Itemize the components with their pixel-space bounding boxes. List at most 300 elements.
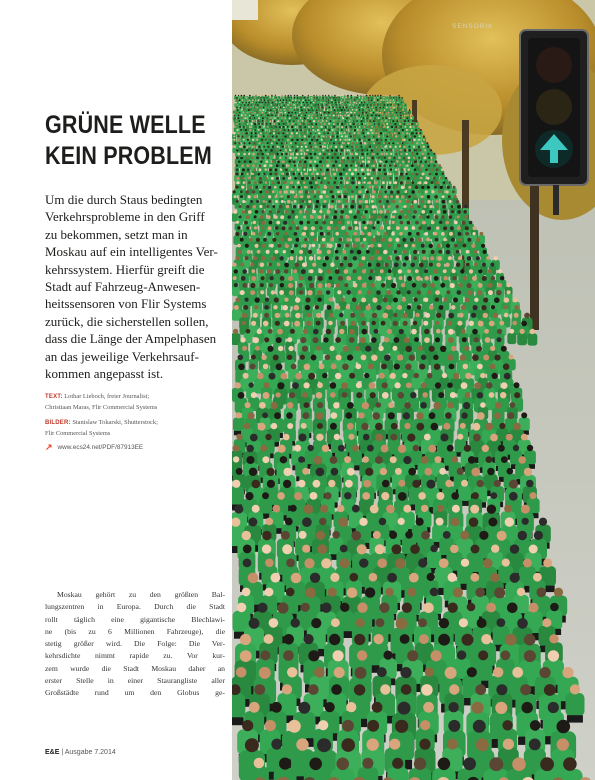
- runner-head: [263, 146, 265, 148]
- runner-head: [372, 95, 373, 96]
- runner-head: [394, 181, 397, 184]
- runner-head: [414, 195, 417, 198]
- runner-head: [251, 392, 257, 398]
- runner-head: [279, 186, 282, 189]
- runner-head: [256, 149, 258, 151]
- runner-head: [435, 298, 439, 302]
- runner-head: [371, 337, 377, 343]
- runner-head: [328, 123, 330, 125]
- runner-head: [300, 149, 303, 152]
- runner-head: [369, 95, 370, 96]
- runner-head: [252, 232, 255, 235]
- runner-head: [488, 269, 492, 273]
- runner-head: [267, 480, 275, 488]
- runner-shirt: [317, 108, 320, 111]
- runner-head: [307, 97, 308, 98]
- runner-head: [305, 115, 307, 117]
- runner-head: [274, 297, 279, 302]
- online-link[interactable]: [45, 442, 143, 453]
- runner-head: [286, 102, 287, 103]
- runner-head: [420, 129, 422, 131]
- runner-head: [266, 153, 268, 155]
- runner-head: [469, 321, 474, 326]
- runner-head: [461, 412, 467, 418]
- runner-head: [469, 221, 473, 225]
- runner-head: [383, 298, 388, 303]
- runner-head: [267, 97, 268, 98]
- runner-head: [291, 132, 293, 134]
- runner-head: [347, 423, 354, 430]
- runner-head: [356, 142, 358, 144]
- runner-head: [311, 97, 313, 99]
- runner-shirt: [259, 498, 272, 514]
- runner-head: [358, 276, 362, 280]
- runner-head: [271, 142, 273, 144]
- runner-head: [368, 142, 370, 144]
- runner-head: [412, 190, 415, 193]
- runner-head: [248, 177, 250, 179]
- runner-head: [287, 115, 289, 117]
- runner-head: [442, 173, 444, 175]
- lead-line: zurück, die sicherstellen sollen,: [45, 313, 209, 329]
- runner-head: [363, 104, 364, 105]
- runner-head: [327, 135, 329, 137]
- runner-head: [379, 373, 385, 379]
- runner-head: [371, 99, 373, 101]
- runner-head: [337, 505, 345, 513]
- runner-head: [267, 146, 269, 148]
- runner-head: [250, 290, 255, 295]
- runner-head: [509, 329, 514, 334]
- runner-head: [310, 146, 313, 149]
- runner-head: [498, 283, 503, 288]
- runner-head: [473, 423, 481, 431]
- runner-head: [364, 135, 366, 137]
- runner-head: [304, 402, 310, 408]
- runner-head: [241, 276, 246, 281]
- runner-head: [364, 373, 369, 378]
- runner-head: [425, 161, 427, 163]
- runner-head: [419, 135, 421, 137]
- runner-head: [450, 283, 455, 288]
- runner-head: [408, 169, 410, 171]
- runner-head: [324, 186, 327, 189]
- runner-head: [233, 139, 235, 141]
- runner-head: [240, 157, 243, 160]
- runner-head: [236, 186, 239, 189]
- runner-head: [329, 115, 331, 117]
- runner-head: [359, 104, 361, 106]
- runner-head: [376, 402, 382, 408]
- runner-head: [382, 392, 389, 399]
- runner-head: [412, 115, 414, 117]
- runner-head: [418, 238, 422, 242]
- runner-head: [404, 115, 406, 117]
- runner-head: [411, 132, 413, 134]
- runner-head: [275, 95, 276, 96]
- runner-head: [332, 129, 334, 131]
- runner-head: [394, 364, 400, 370]
- runner-head: [337, 168, 340, 171]
- runner-head: [320, 505, 328, 513]
- runner-head: [457, 468, 464, 475]
- runner-head: [378, 135, 380, 137]
- runner-head: [284, 321, 290, 327]
- runner-head: [295, 157, 297, 159]
- runner-head: [279, 115, 281, 117]
- runner-head: [353, 215, 356, 218]
- runner-head: [328, 153, 330, 155]
- runner-head: [281, 238, 285, 242]
- runner-head: [321, 115, 323, 117]
- runner-head: [382, 123, 384, 125]
- runner-head: [260, 99, 261, 100]
- runner-head: [387, 99, 388, 100]
- runner-head: [348, 168, 351, 171]
- article-headline: [45, 110, 212, 172]
- runner-head: [411, 173, 413, 175]
- runner-head: [311, 226, 315, 230]
- runner-head: [320, 102, 321, 103]
- runner-head: [395, 382, 401, 388]
- runner-head: [287, 355, 292, 360]
- runner-head: [265, 434, 271, 440]
- lead-line: Um die durch Staus bedingten: [45, 192, 203, 207]
- runner-head: [392, 120, 394, 122]
- runner-head: [362, 97, 364, 99]
- runner-head: [349, 139, 351, 141]
- runner-head: [308, 276, 313, 281]
- runner-head: [391, 283, 396, 288]
- runner-head: [299, 221, 303, 225]
- runner-head: [351, 142, 353, 144]
- runner-head: [386, 117, 388, 119]
- runner-head: [424, 468, 432, 476]
- runner-head: [457, 226, 461, 230]
- runner-head: [429, 244, 433, 248]
- runner-head: [241, 164, 244, 167]
- runner-head: [323, 135, 325, 137]
- runner-head: [416, 423, 424, 431]
- link-url[interactable]: www.ecs24.net/PDF/87913EE: [57, 444, 144, 451]
- runner-head: [446, 244, 450, 248]
- runner-head: [398, 129, 400, 131]
- runner-head: [476, 346, 482, 352]
- runner-shirt: [427, 551, 441, 569]
- runner-head: [332, 104, 334, 106]
- runner-head: [250, 126, 252, 128]
- runner-head: [328, 95, 329, 96]
- runner-head: [494, 256, 498, 260]
- runner-head: [240, 195, 243, 198]
- runner-head: [476, 238, 480, 242]
- runner-head: [375, 126, 377, 128]
- runner-head: [357, 102, 359, 104]
- runner-head: [260, 445, 267, 452]
- runner-head: [469, 517, 479, 527]
- runner-head: [266, 468, 274, 476]
- runner-head: [365, 205, 368, 208]
- runner-head: [346, 412, 353, 419]
- runner-head: [256, 238, 260, 242]
- runner-head: [245, 402, 251, 408]
- runner-head: [378, 256, 382, 260]
- runner-head: [272, 97, 273, 98]
- runner-head: [298, 190, 301, 193]
- runner-head: [414, 373, 419, 378]
- runner-head: [273, 109, 274, 110]
- runner-head: [390, 109, 392, 111]
- runner-head: [361, 232, 364, 235]
- runner-head: [416, 412, 423, 419]
- article-text-column: [0, 0, 232, 780]
- runner-head: [237, 109, 239, 111]
- runner-head: [367, 290, 371, 294]
- runner-head: [296, 95, 298, 97]
- runner-head: [335, 177, 338, 180]
- runner-head: [280, 112, 282, 114]
- runner-head: [442, 200, 446, 204]
- runner-head: [299, 102, 300, 103]
- runner-head: [486, 256, 490, 260]
- runner-head: [288, 346, 293, 351]
- runner-head: [397, 305, 402, 310]
- runner-head: [283, 104, 285, 106]
- runner-head: [413, 139, 415, 141]
- runner-head: [300, 97, 301, 98]
- runner-head: [327, 109, 329, 111]
- runner-head: [387, 186, 390, 189]
- runner-head: [452, 456, 459, 463]
- runner-head: [378, 346, 383, 351]
- runner-head: [377, 232, 381, 236]
- runner-head: [299, 531, 307, 539]
- runner-head: [285, 97, 286, 98]
- runner-head: [356, 186, 359, 189]
- runner-head: [381, 283, 386, 288]
- runner-head: [394, 109, 396, 111]
- runner-head: [254, 305, 258, 309]
- runner-head: [460, 531, 469, 540]
- runner-head: [406, 346, 412, 352]
- runner-head: [360, 95, 361, 96]
- runner-head: [355, 305, 361, 311]
- runner-head: [422, 250, 426, 254]
- runner-head: [403, 139, 405, 141]
- runner-head: [267, 232, 271, 236]
- runner-head: [399, 99, 401, 101]
- runner-head: [363, 434, 370, 441]
- runner-head: [368, 263, 372, 267]
- runner-head: [283, 468, 291, 476]
- runner-head: [431, 221, 435, 225]
- runner-head: [342, 250, 346, 254]
- runner-head: [317, 129, 319, 131]
- runner-head: [368, 276, 372, 280]
- runner-head: [394, 132, 396, 134]
- runner-head: [321, 157, 324, 160]
- runner-head: [335, 146, 337, 148]
- runner-head: [353, 120, 355, 122]
- runner-head: [458, 232, 462, 236]
- runner-head: [427, 480, 436, 489]
- runner-head: [263, 126, 265, 128]
- runner-head: [354, 99, 355, 100]
- runner-head: [398, 104, 400, 106]
- runner-head: [236, 173, 239, 176]
- runner-head: [305, 210, 309, 214]
- runner-head: [472, 492, 479, 499]
- runner-head: [344, 102, 345, 103]
- runner-head: [430, 149, 432, 151]
- runner-head: [242, 200, 245, 203]
- runner-head: [345, 200, 348, 203]
- runner-head: [521, 412, 527, 418]
- runner-head: [249, 382, 254, 387]
- runner-head: [327, 210, 331, 214]
- runner-head: [286, 173, 289, 176]
- runner-head: [293, 104, 294, 105]
- runner-head: [374, 99, 376, 101]
- runner-head: [479, 531, 488, 540]
- runner-head: [339, 329, 344, 334]
- runner-head: [327, 117, 329, 119]
- runner-head: [412, 226, 416, 230]
- runner-head: [372, 107, 374, 109]
- runner-head: [405, 364, 411, 370]
- runner-head: [380, 139, 382, 141]
- runner-head: [277, 117, 279, 119]
- runner-head: [371, 355, 377, 361]
- runner-head: [356, 120, 358, 122]
- runner-head: [344, 95, 345, 96]
- lead-line: dass die Länge der Ampelphasen: [45, 331, 217, 347]
- runner-head: [357, 149, 359, 151]
- runner-head: [319, 123, 321, 125]
- runner-head: [363, 117, 365, 119]
- runner-head: [304, 382, 310, 388]
- runner-head: [375, 186, 378, 189]
- runner-head: [316, 112, 318, 114]
- body-line: rollt täglich eine gigantische Blechlawi-: [45, 614, 225, 624]
- runner-head: [427, 153, 429, 155]
- runner-head: [400, 120, 402, 122]
- runner-head: [483, 313, 488, 318]
- runner-head: [327, 149, 330, 152]
- runner-head: [244, 221, 248, 225]
- runner-head: [400, 153, 402, 155]
- runner-head: [430, 283, 435, 288]
- runner-head: [280, 99, 281, 100]
- runner-head: [310, 232, 314, 236]
- runner-head: [411, 164, 414, 167]
- runner-head: [334, 153, 337, 156]
- runner-head: [402, 373, 407, 378]
- runner-head: [501, 456, 508, 463]
- runner-head: [235, 95, 236, 96]
- runner-head: [373, 142, 375, 144]
- runner-head: [407, 290, 411, 294]
- runner-head: [382, 117, 384, 119]
- runner-head: [249, 468, 257, 476]
- runner-head: [262, 102, 264, 104]
- runner-head: [238, 132, 240, 134]
- runner-head: [275, 321, 280, 326]
- runner-head: [267, 269, 271, 273]
- runner-head: [297, 146, 299, 148]
- runner-head: [310, 215, 314, 219]
- runner-head: [433, 164, 436, 167]
- runner-head: [372, 139, 374, 141]
- runner-head: [233, 263, 237, 267]
- runner-head: [254, 226, 257, 229]
- runner-head: [422, 142, 424, 144]
- runner-head: [279, 102, 280, 103]
- runner-head: [399, 200, 402, 203]
- runner-head: [245, 492, 253, 500]
- runner-head: [287, 402, 294, 409]
- runner-head: [452, 276, 456, 280]
- runner-head: [233, 132, 235, 134]
- runner-head: [472, 329, 478, 335]
- runner-head: [278, 132, 280, 134]
- runner-head: [453, 373, 460, 380]
- runner-head: [422, 221, 426, 225]
- runner-head: [441, 232, 445, 236]
- runner-head: [329, 142, 331, 144]
- runner-head: [335, 232, 339, 236]
- runner-head: [347, 402, 354, 409]
- runner-head: [313, 135, 315, 137]
- runner-head: [291, 190, 294, 193]
- runner-head: [442, 195, 445, 198]
- runner-head: [252, 164, 255, 167]
- runner-head: [264, 313, 269, 318]
- runner-head: [487, 468, 494, 475]
- runner-head: [268, 226, 272, 230]
- runner-head: [234, 109, 235, 110]
- runner-head: [272, 181, 275, 184]
- runner-head: [436, 200, 439, 203]
- runner-head: [325, 115, 327, 117]
- runner-head: [320, 117, 322, 119]
- runner-head: [234, 505, 243, 514]
- runner-head: [327, 132, 329, 134]
- runner-head: [239, 107, 241, 109]
- runner-head: [275, 392, 280, 397]
- runner-head: [395, 256, 400, 261]
- runner-head: [258, 423, 266, 431]
- runner-head: [259, 164, 262, 167]
- runner-head: [530, 492, 537, 499]
- runner-head: [380, 99, 382, 101]
- runner-head: [276, 97, 278, 99]
- runner-head: [416, 276, 421, 281]
- runner-head: [370, 117, 372, 119]
- runner-head: [235, 298, 240, 303]
- runner-head: [416, 123, 418, 125]
- runner-head: [355, 164, 358, 167]
- runner-head: [239, 146, 241, 148]
- runner-head: [265, 168, 267, 170]
- runner-head: [474, 298, 478, 302]
- runner-head: [304, 160, 307, 163]
- runner-head: [375, 129, 377, 131]
- runner-head: [252, 139, 254, 141]
- runner-head: [339, 313, 344, 318]
- runner-head: [293, 269, 297, 273]
- runner-head: [318, 283, 323, 288]
